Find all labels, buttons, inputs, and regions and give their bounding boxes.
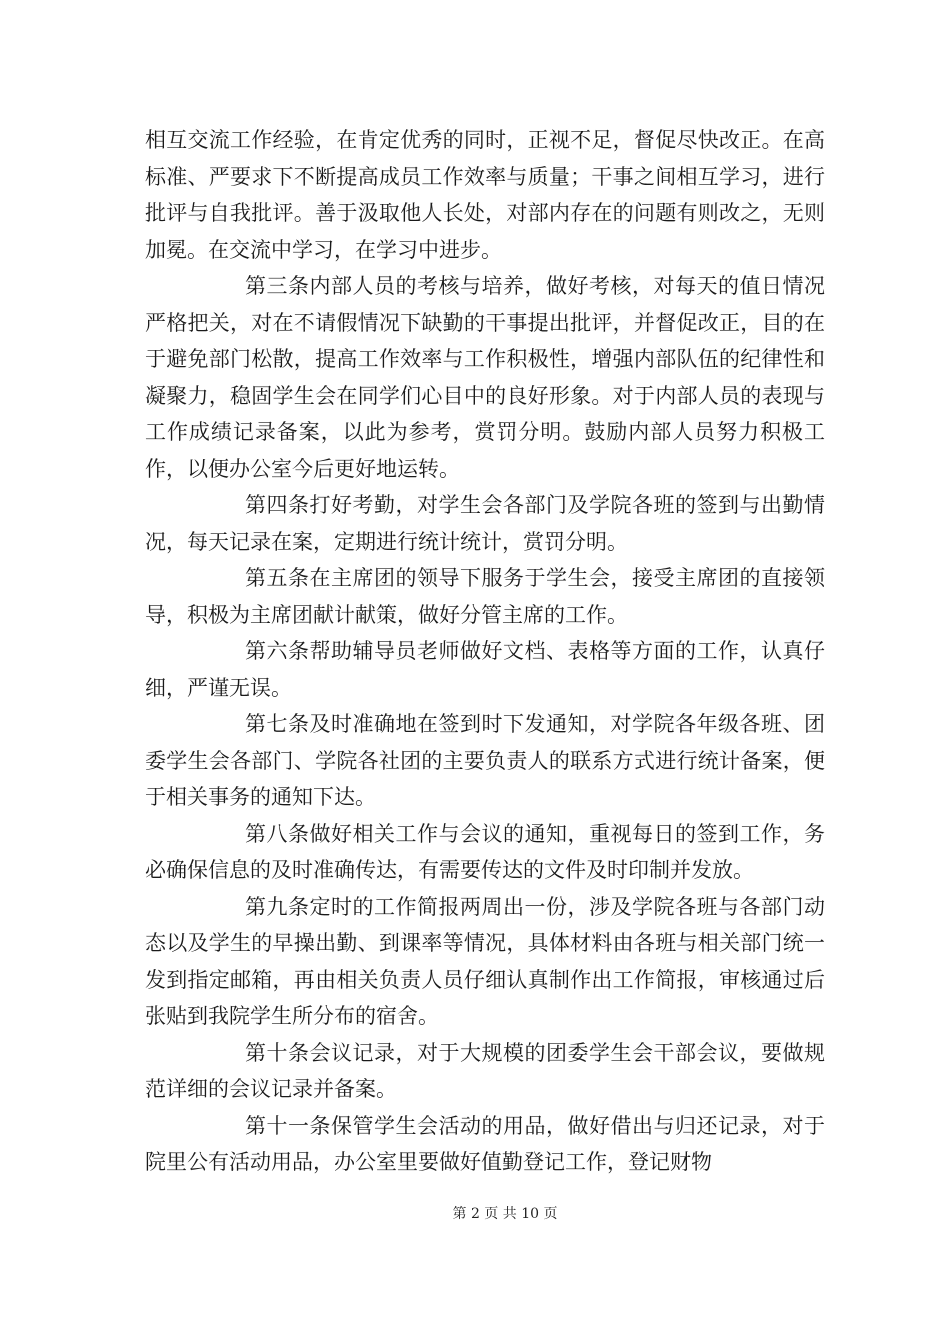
paragraph-article-10: 第十条会议记录，对于大规模的团委学生会干部会议，要做规范详细的会议记录并备案。: [145, 1040, 825, 1101]
paragraph-article-11: 第十一条保管学生会活动的用品，做好借出与归还记录，对于院里公有活动用品，办公室里要做好值勤登记工作，登记财物: [145, 1113, 825, 1174]
paragraph-article-5: 第五条在主席团的领导下服务于学生会，接受主席团的直接领导，积极为主席团献计献策，做好分管主席的工作。: [145, 566, 825, 627]
paragraph-article-9: 第九条定时的工作简报两周出一份，涉及学院各班与各部门动态以及学生的早操出勤、到课率等情况，具体材料由各班与相关部门统一发到指定邮箱，再由相关负责人员仔细认真制作出工作简报，审核通过后张贴到我院学生所分布的宿舍。: [145, 894, 825, 1028]
paragraph-article-4: 第四条打好考勤，对学生会各部门及学院各班的签到与出勤情况，每天记录在案，定期进行统计统计，赏罚分明。: [145, 493, 825, 554]
paragraph-article-3: 第三条内部人员的考核与培养，做好考核，对每天的值日情况严格把关，对在不请假情况下缺勤的干事提出批评，并督促改正，目的在于避免部门松散，提高工作效率与工作积极性，增强内部队伍的纪律性和凝聚力，稳固学生会在同学们心目中的良好形象。对于内部人员的表现与工作成绩记录备案，以此为参考，赏罚分明。鼓励内部人员努力积极工作，以便办公室今后更好地运转。: [145, 274, 825, 481]
paragraph-article-8: 第八条做好相关工作与会议的通知，重视每日的签到工作，务必确保信息的及时准确传达，有需要传达的文件及时印制并发放。: [145, 821, 825, 882]
paragraph-article-7: 第七条及时准确地在签到时下发通知，对学院各年级各班、团委学生会各部门、学院各社团的主要负责人的联系方式进行统计备案，便于相关事务的通知下达。: [145, 712, 825, 809]
paragraph-1: 相互交流工作经验，在肯定优秀的同时，正视不足，督促尽快改正。在高标准、严要求下不断提高成员工作效率与质量；干事之间相互学习，进行批评与自我批评。善于汲取他人长处，对部内存在的问题有则改之，无则加冕。在交流中学习，在学习中进步。: [145, 128, 825, 262]
page-number-footer: 第 2 页 共 10 页: [452, 1206, 558, 1222]
document-body: [145, 122, 825, 1181]
paragraph-article-6: 第六条帮助辅导员老师做好文档、表格等方面的工作，认真仔细，严谨无误。: [145, 639, 825, 700]
